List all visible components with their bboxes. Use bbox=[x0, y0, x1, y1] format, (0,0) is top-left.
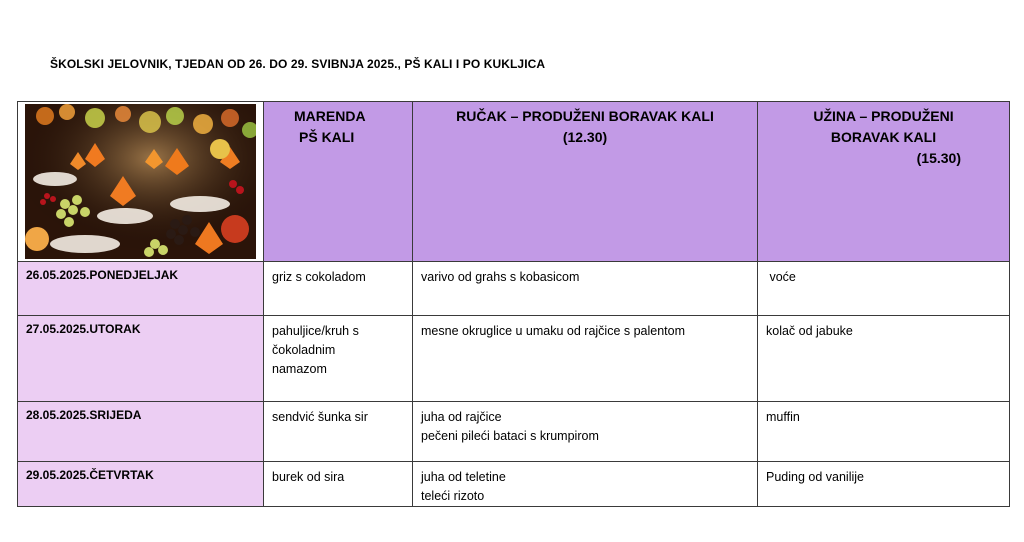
header-marenda-line2: PŠ KALI bbox=[299, 129, 355, 145]
food-photo-cell bbox=[18, 102, 264, 262]
menu-item: čokoladnim bbox=[272, 343, 336, 357]
header-rucak bbox=[413, 102, 758, 262]
marenda-cell bbox=[264, 462, 413, 507]
rucak-cell bbox=[413, 316, 758, 402]
marenda-cell bbox=[264, 402, 413, 462]
marenda-cell bbox=[264, 262, 413, 316]
menu-item: burek od sira bbox=[272, 470, 345, 484]
day-cell: 28.05.2025.SRIJEDA bbox=[18, 402, 264, 462]
uzina-cell bbox=[758, 262, 1010, 316]
menu-item: mesne okruglice u umaku od rajčice s palentom bbox=[421, 324, 686, 338]
header-uzina-line1: UŽINA – PRODUŽENI bbox=[813, 108, 954, 124]
header-marenda bbox=[264, 102, 413, 262]
menu-item: sendvić šunka sir bbox=[272, 410, 368, 424]
menu-item: kolač od jabuke bbox=[766, 324, 853, 338]
menu-item: Puding od vanilije bbox=[766, 470, 864, 484]
menu-item: teleći rizoto bbox=[421, 489, 485, 503]
menu-item: voće bbox=[766, 270, 796, 284]
marenda-cell bbox=[264, 316, 413, 402]
uzina-cell bbox=[758, 402, 1010, 462]
food-buffet-photo bbox=[25, 104, 256, 259]
rucak-cell bbox=[413, 262, 758, 316]
header-uzina-line2: BORAVAK KALI bbox=[830, 129, 937, 145]
table-row bbox=[18, 262, 1010, 316]
header-marenda-line1: MARENDA bbox=[294, 108, 366, 124]
header-rucak-line2: (12.30) bbox=[562, 129, 608, 145]
menu-item: pahuljice/kruh s bbox=[272, 324, 359, 338]
menu-item: pečeni pileći bataci s krumpirom bbox=[421, 429, 599, 443]
uzina-cell bbox=[758, 462, 1010, 507]
rucak-cell bbox=[413, 402, 758, 462]
table-row bbox=[18, 402, 1010, 462]
menu-item: namazom bbox=[272, 362, 327, 376]
header-uzina bbox=[758, 102, 1010, 262]
menu-item: muffin bbox=[766, 410, 800, 424]
header-row bbox=[18, 102, 1010, 262]
header-uzina-line3: (15.30) bbox=[916, 150, 961, 166]
menu-item: varivo od grahs s kobasicom bbox=[421, 270, 580, 284]
table-row bbox=[18, 462, 1010, 507]
uzina-cell bbox=[758, 316, 1010, 402]
header-rucak-line1: RUČAK – PRODUŽENI BORAVAK KALI bbox=[456, 108, 714, 124]
menu-item: juha od rajčice bbox=[421, 410, 502, 424]
rucak-cell bbox=[413, 462, 758, 507]
menu-item: juha od teletine bbox=[421, 470, 506, 484]
menu-item: griz s cokoladom bbox=[272, 270, 366, 284]
menu-table bbox=[17, 101, 1010, 507]
day-cell: 27.05.2025.UTORAK bbox=[18, 316, 264, 402]
day-cell: 29.05.2025.ČETVRTAK bbox=[18, 462, 264, 507]
day-cell: 26.05.2025.PONEDJELJAK bbox=[18, 262, 264, 316]
table-row bbox=[18, 316, 1010, 402]
document-title: ŠKOLSKI JELOVNIK, TJEDAN OD 26. DO 29. SVIBNJA 2025., PŠ KALI I PO KUKLJICA bbox=[50, 57, 546, 71]
